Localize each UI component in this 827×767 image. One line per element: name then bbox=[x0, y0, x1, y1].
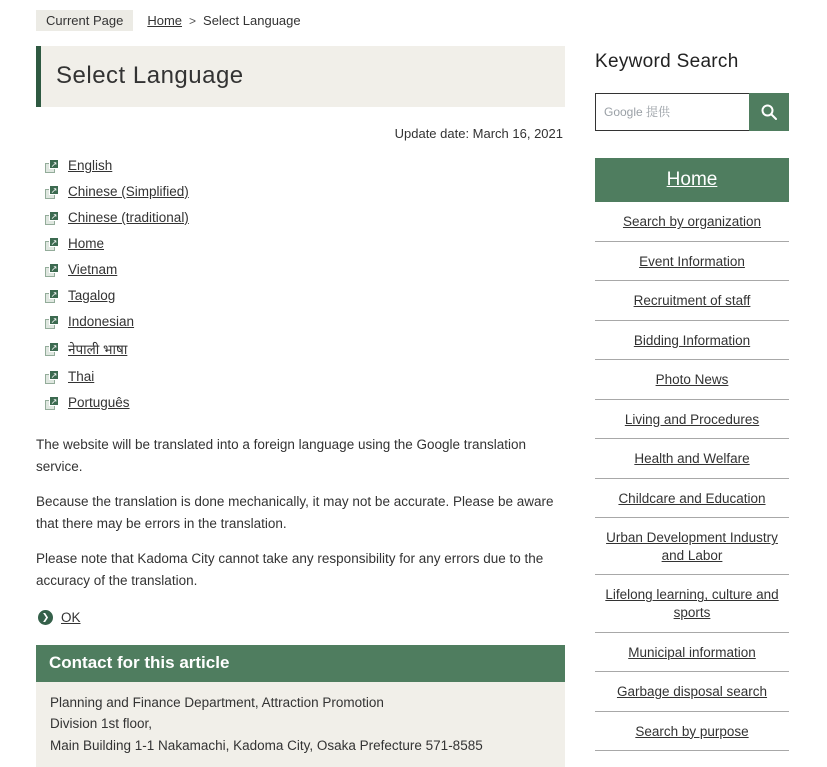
sidebar-home-link[interactable]: Home bbox=[666, 169, 718, 190]
language-link[interactable]: Indonesian bbox=[68, 314, 135, 329]
search-input[interactable] bbox=[595, 93, 749, 131]
language-link[interactable]: Chinese (Simplified) bbox=[68, 184, 189, 199]
search-icon bbox=[760, 103, 778, 121]
language-list-item bbox=[36, 309, 565, 335]
sidebar-home-button[interactable] bbox=[595, 158, 789, 202]
sidebar-menu-item[interactable] bbox=[595, 575, 789, 632]
sidebar-menu-link[interactable]: Photo News bbox=[655, 372, 729, 388]
contact-line: Main Building 1-1 Nakamachi, Kadoma City, Osaka Prefecture 571-8585 bbox=[50, 738, 483, 754]
external-link-icon: ↗ bbox=[44, 396, 59, 410]
sidebar-menu-link[interactable]: Urban Development Industry and Labor bbox=[606, 530, 778, 563]
language-list-item bbox=[36, 205, 565, 231]
external-link-icon: ↗ bbox=[44, 237, 59, 251]
language-link[interactable]: Thai bbox=[68, 369, 95, 384]
sidebar-menu-link[interactable]: Event Information bbox=[639, 253, 745, 269]
sidebar-menu-item[interactable] bbox=[595, 321, 789, 361]
sidebar-menu-item[interactable] bbox=[595, 672, 789, 712]
contact-line: Division 1st floor, bbox=[50, 716, 153, 732]
sidebar-menu-item[interactable] bbox=[595, 400, 789, 440]
breadcrumb bbox=[36, 10, 827, 31]
sidebar-menu-item[interactable] bbox=[595, 360, 789, 400]
contact-section-title: Contact for this article bbox=[36, 645, 565, 682]
ok-row bbox=[38, 610, 565, 625]
contact-line: Planning and Finance Department, Attraction Promotion bbox=[50, 694, 384, 710]
sidebar-menu-link[interactable]: Garbage disposal search bbox=[616, 684, 768, 700]
breadcrumb-current-label: Current Page bbox=[36, 10, 133, 31]
arrow-circle-icon: ❯ bbox=[38, 610, 53, 625]
page-title-block bbox=[36, 46, 565, 107]
language-link[interactable]: Tagalog bbox=[68, 288, 116, 303]
language-list-item bbox=[36, 283, 565, 309]
keyword-search-title: Keyword Search bbox=[595, 51, 739, 72]
search-button[interactable] bbox=[749, 93, 789, 131]
language-link[interactable]: English bbox=[68, 158, 113, 173]
external-link-icon: ↗ bbox=[44, 211, 59, 225]
external-link-icon: ↗ bbox=[44, 159, 59, 173]
external-link-icon: ↗ bbox=[44, 370, 59, 384]
sidebar-menu-link[interactable]: Recruitment of staff bbox=[633, 293, 751, 309]
language-list-item bbox=[36, 257, 565, 283]
language-link[interactable]: Home bbox=[68, 236, 105, 251]
sidebar-menu-item[interactable] bbox=[595, 242, 789, 282]
external-link-icon: ↗ bbox=[44, 315, 59, 329]
contact-section bbox=[36, 645, 565, 767]
sidebar-menu-link[interactable]: Childcare and Education bbox=[618, 490, 766, 506]
breadcrumb-page-label: Select Language bbox=[203, 13, 301, 28]
language-list-item bbox=[36, 153, 565, 179]
language-list-item bbox=[36, 364, 565, 390]
breadcrumb-separator: > bbox=[189, 13, 197, 28]
language-link[interactable]: Chinese (traditional) bbox=[68, 210, 189, 225]
body-paragraph: The website will be translated into a foreign language using the Google translation service. bbox=[36, 437, 527, 474]
sidebar-menu-item[interactable] bbox=[595, 633, 789, 673]
sidebar-menu-link[interactable]: Municipal information bbox=[628, 644, 756, 660]
page-title: Select Language bbox=[56, 62, 244, 89]
contact-details bbox=[36, 682, 565, 767]
sidebar-menu-link[interactable]: Living and Procedures bbox=[624, 411, 760, 427]
language-list-item bbox=[36, 231, 565, 257]
sidebar-menu-link[interactable]: Search by organization bbox=[622, 214, 762, 229]
body-paragraph: Because the translation is done mechanically, it may not be accurate. Please be aware that there may be errors in the translation. bbox=[36, 494, 554, 531]
search-box bbox=[595, 93, 789, 131]
update-date: Update date: March 16, 2021 bbox=[394, 126, 563, 141]
language-link[interactable]: Português bbox=[68, 395, 130, 410]
sidebar-menu-item[interactable] bbox=[595, 518, 789, 575]
sidebar-menu-item[interactable] bbox=[595, 281, 789, 321]
language-list-item bbox=[36, 179, 565, 205]
sidebar-menu-link[interactable]: Lifelong learning, culture and sports bbox=[605, 587, 779, 621]
external-link-icon: ↗ bbox=[44, 342, 59, 356]
sidebar bbox=[595, 46, 789, 767]
sidebar-menu-link[interactable]: Search by purpose bbox=[635, 723, 749, 739]
language-list-item bbox=[36, 390, 565, 416]
sidebar-menu-item[interactable] bbox=[595, 202, 789, 242]
external-link-icon: ↗ bbox=[44, 289, 59, 303]
ok-link[interactable]: OK bbox=[61, 609, 81, 625]
sidebar-menu-item[interactable] bbox=[595, 712, 789, 752]
language-link[interactable]: नेपाली भाषा bbox=[68, 342, 128, 357]
main-content bbox=[36, 46, 565, 767]
language-list bbox=[36, 153, 565, 416]
sidebar-menu-link[interactable]: Health and Welfare bbox=[634, 451, 750, 467]
external-link-icon: ↗ bbox=[44, 185, 59, 199]
sidebar-menu-item[interactable] bbox=[595, 479, 789, 519]
sidebar-menu bbox=[595, 202, 789, 751]
body-text bbox=[36, 434, 565, 592]
language-list-item bbox=[36, 335, 565, 364]
breadcrumb-home-link[interactable]: Home bbox=[147, 13, 183, 28]
external-link-icon: ↗ bbox=[44, 263, 59, 277]
sidebar-menu-item[interactable] bbox=[595, 439, 789, 479]
language-link[interactable]: Vietnam bbox=[68, 262, 118, 277]
body-paragraph: Please note that Kadoma City cannot take any responsibility for any errors due to the accuracy of the translation. bbox=[36, 551, 544, 588]
sidebar-menu-link[interactable]: Bidding Information bbox=[633, 332, 751, 348]
